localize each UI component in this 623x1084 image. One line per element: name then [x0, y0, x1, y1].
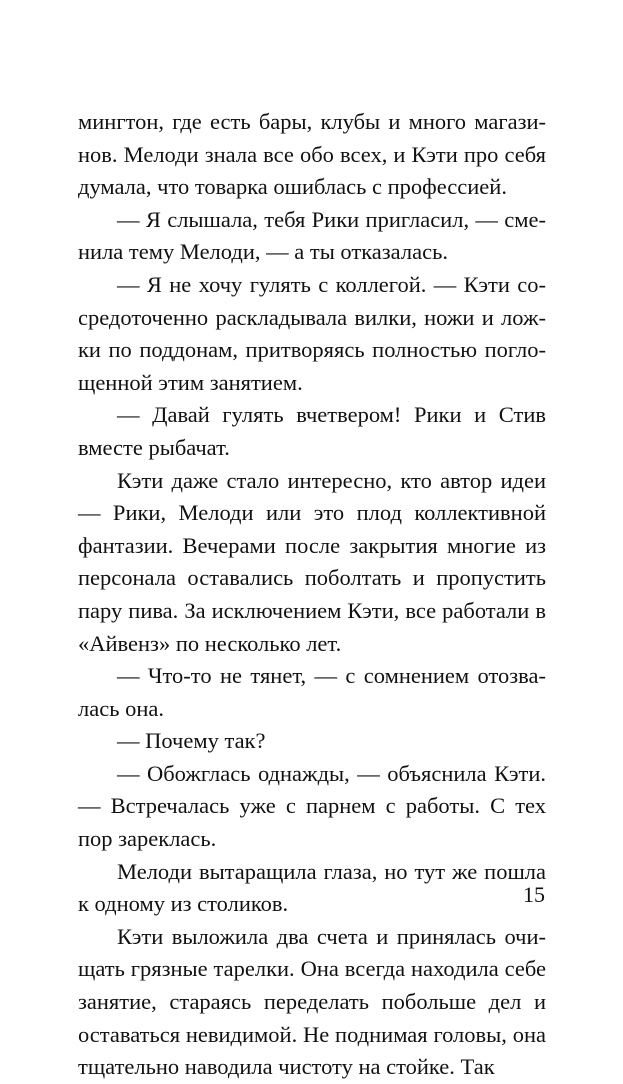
paragraph-1: мингтон, где есть бары, клубы и много магазинов. Мелоди знала все обо всех, и Кэти про себя думала, что товарка ошиблась с профессией.: [78, 109, 546, 200]
paragraph-4: — Давай гулять вчетвером! Рики и Стив вместе рыбачат.: [78, 402, 546, 460]
paragraph-10: Кэти выложила два счета и принялась очищать грязные тарелки. Она всегда находила себе занятие, стараясь переделать побольше дел и оставаться невидимой. Не поднимая головы, она тщательно наводила чистоту на стойке. Так: [78, 923, 546, 1080]
paragraph-8: — Обожглась однажды, — объяснила Кэти. — Встречалась уже с парнем с работы. С тех пор зареклась.: [78, 760, 546, 852]
paragraph-9: Мелоди вытаращила глаза, но тут же пошла к одному из столиков.: [78, 858, 546, 917]
page-number: 15: [523, 882, 545, 907]
paragraph-6: — Что-то не тянет, — с сомнением отозвалась она.: [78, 663, 546, 721]
paragraph-7: — Почему так?: [117, 728, 266, 754]
paragraph-2: — Я слышала, тебя Рики пригласил, — сменила тему Мелоди, — а ты отказалась.: [78, 206, 546, 265]
paragraph-5: Кэти даже стало интересно, кто автор идеи — Рики, Мелоди или это плод коллективной фантазии. Вечерами после закрытия многие из персонала оставались поболтать и пропустить пару пива. За исключением Кэти, все работали в «Айвенз» по несколько лет.: [78, 467, 546, 656]
paragraph-3: — Я не хочу гулять с коллегой. — Кэти сосредоточенно раскладывала вилки, ножи и ложки по поддонам, притворяясь полностью поглощенной этим занятием.: [78, 271, 546, 395]
body-text: [78, 106, 546, 1084]
